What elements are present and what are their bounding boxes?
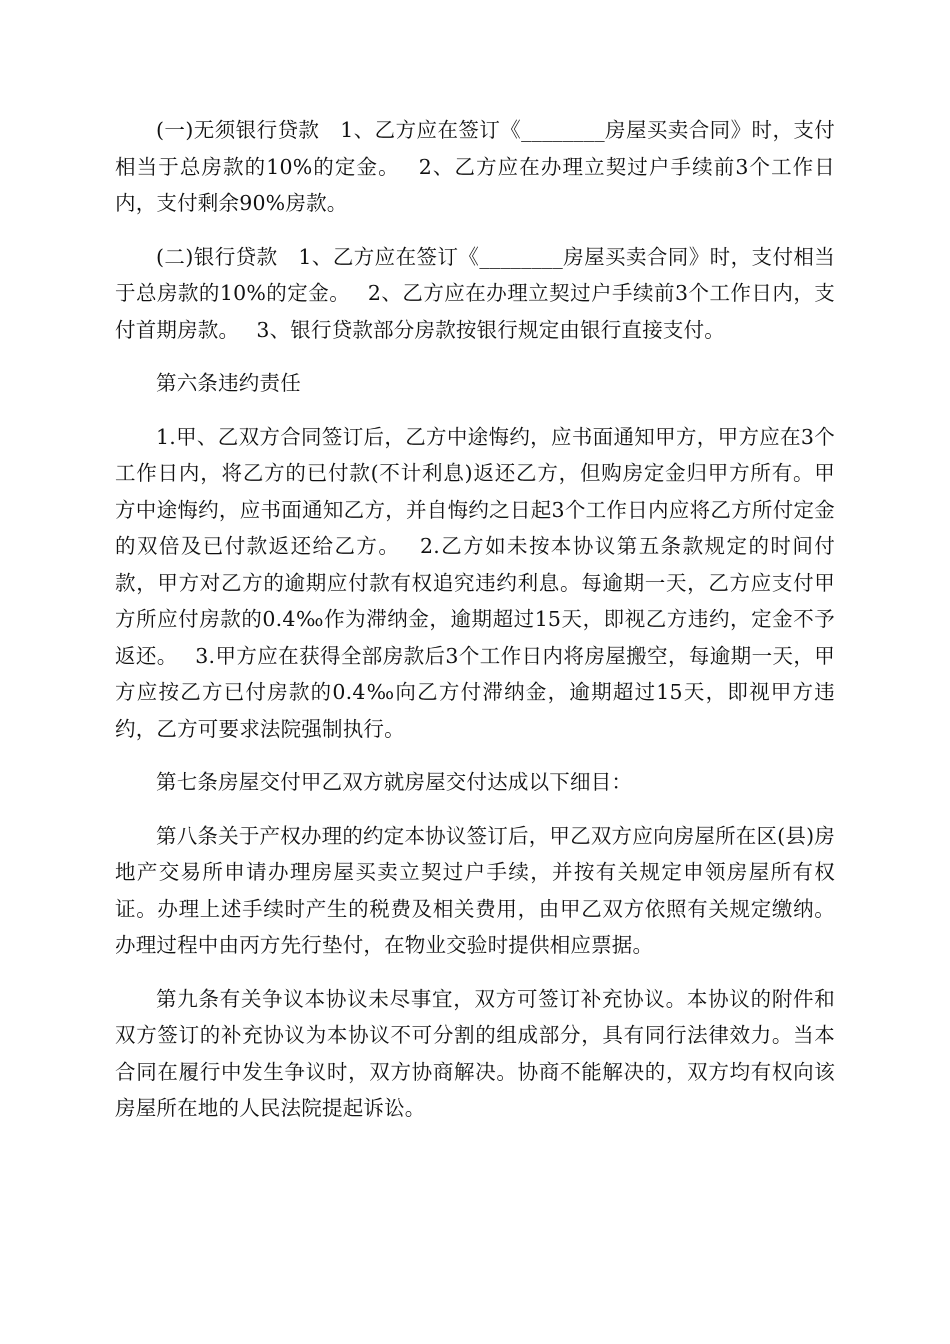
- document-page: [115, 112, 835, 1144]
- paragraph-bank-loan-payment: (二)银行贷款 1、乙方应在签订《________房屋买卖合同》时，支付相当于总房款的10%的定金。 2、乙方应在办理立契过户手续前3个工作日内，支付首期房款。 3、银行贷款部分房款按银行规定由银行直接支付。: [115, 244, 835, 342]
- paragraph-no-loan-payment: (一)无须银行贷款 1、乙方应在签订《________房屋买卖合同》时，支付相当于总房款的10%的定金。 2、乙方应在办理立契过户手续前3个工作日内，支付剩余90%房款。: [115, 118, 835, 215]
- paragraph-article-7-delivery: 第七条房屋交付甲乙双方就房屋交付达成以下细目：: [156, 770, 633, 794]
- heading-article-6-breach: 第六条违约责任: [156, 371, 301, 395]
- paragraph-article-9-disputes: 第九条有关争议本协议未尽事宜，双方可签订补充协议。本协议的附件和双方签订的补充协议为本协议不可分割的组成部分，具有同行法律效力。当本合同在履行中发生争议时，双方协商解决。协商不能解决的，双方均有权向该房屋所在地的人民法院提起诉讼。: [115, 986, 835, 1120]
- paragraph-article-8-title-transfer: 第八条关于产权办理的约定本协议签订后，甲乙双方应向房屋所在区(县)房地产交易所申请办理房屋买卖立契过户手续，并按有关规定申领房屋所有权证。办理上述手续时产生的税费及相关费用，由甲乙双方依照有关规定缴纳。办理过程中由丙方先行垫付，在物业交验时提供相应票据。: [115, 823, 835, 957]
- paragraph-breach-liability: 1.甲、乙双方合同签订后，乙方中途悔约，应书面通知甲方，甲方应在3个工作日内，将乙方的已付款(不计利息)返还乙方，但购房定金归甲方所有。甲方中途悔约，应书面通知乙方，并自悔约之日起3个工作日内应将乙方所付定金的双倍及已付款返还给乙方。 2.乙方如未按本协议第五条款规定的时间付款，甲方对乙方的逾期应付款有权追究违约利息。每逾期一天，乙方应支付甲方所应付房款的0.4‰作为滞纳金，逾期超过15天，即视乙方违约，定金不予返还。 3.甲方应在获得全部房款后3个工作日内将房屋搬空，每逾期一天，甲方应按乙方已付房款的0.4‰向乙方付滞纳金，逾期超过15天，即视甲方违约，乙方可要求法院强制执行。: [115, 424, 835, 741]
